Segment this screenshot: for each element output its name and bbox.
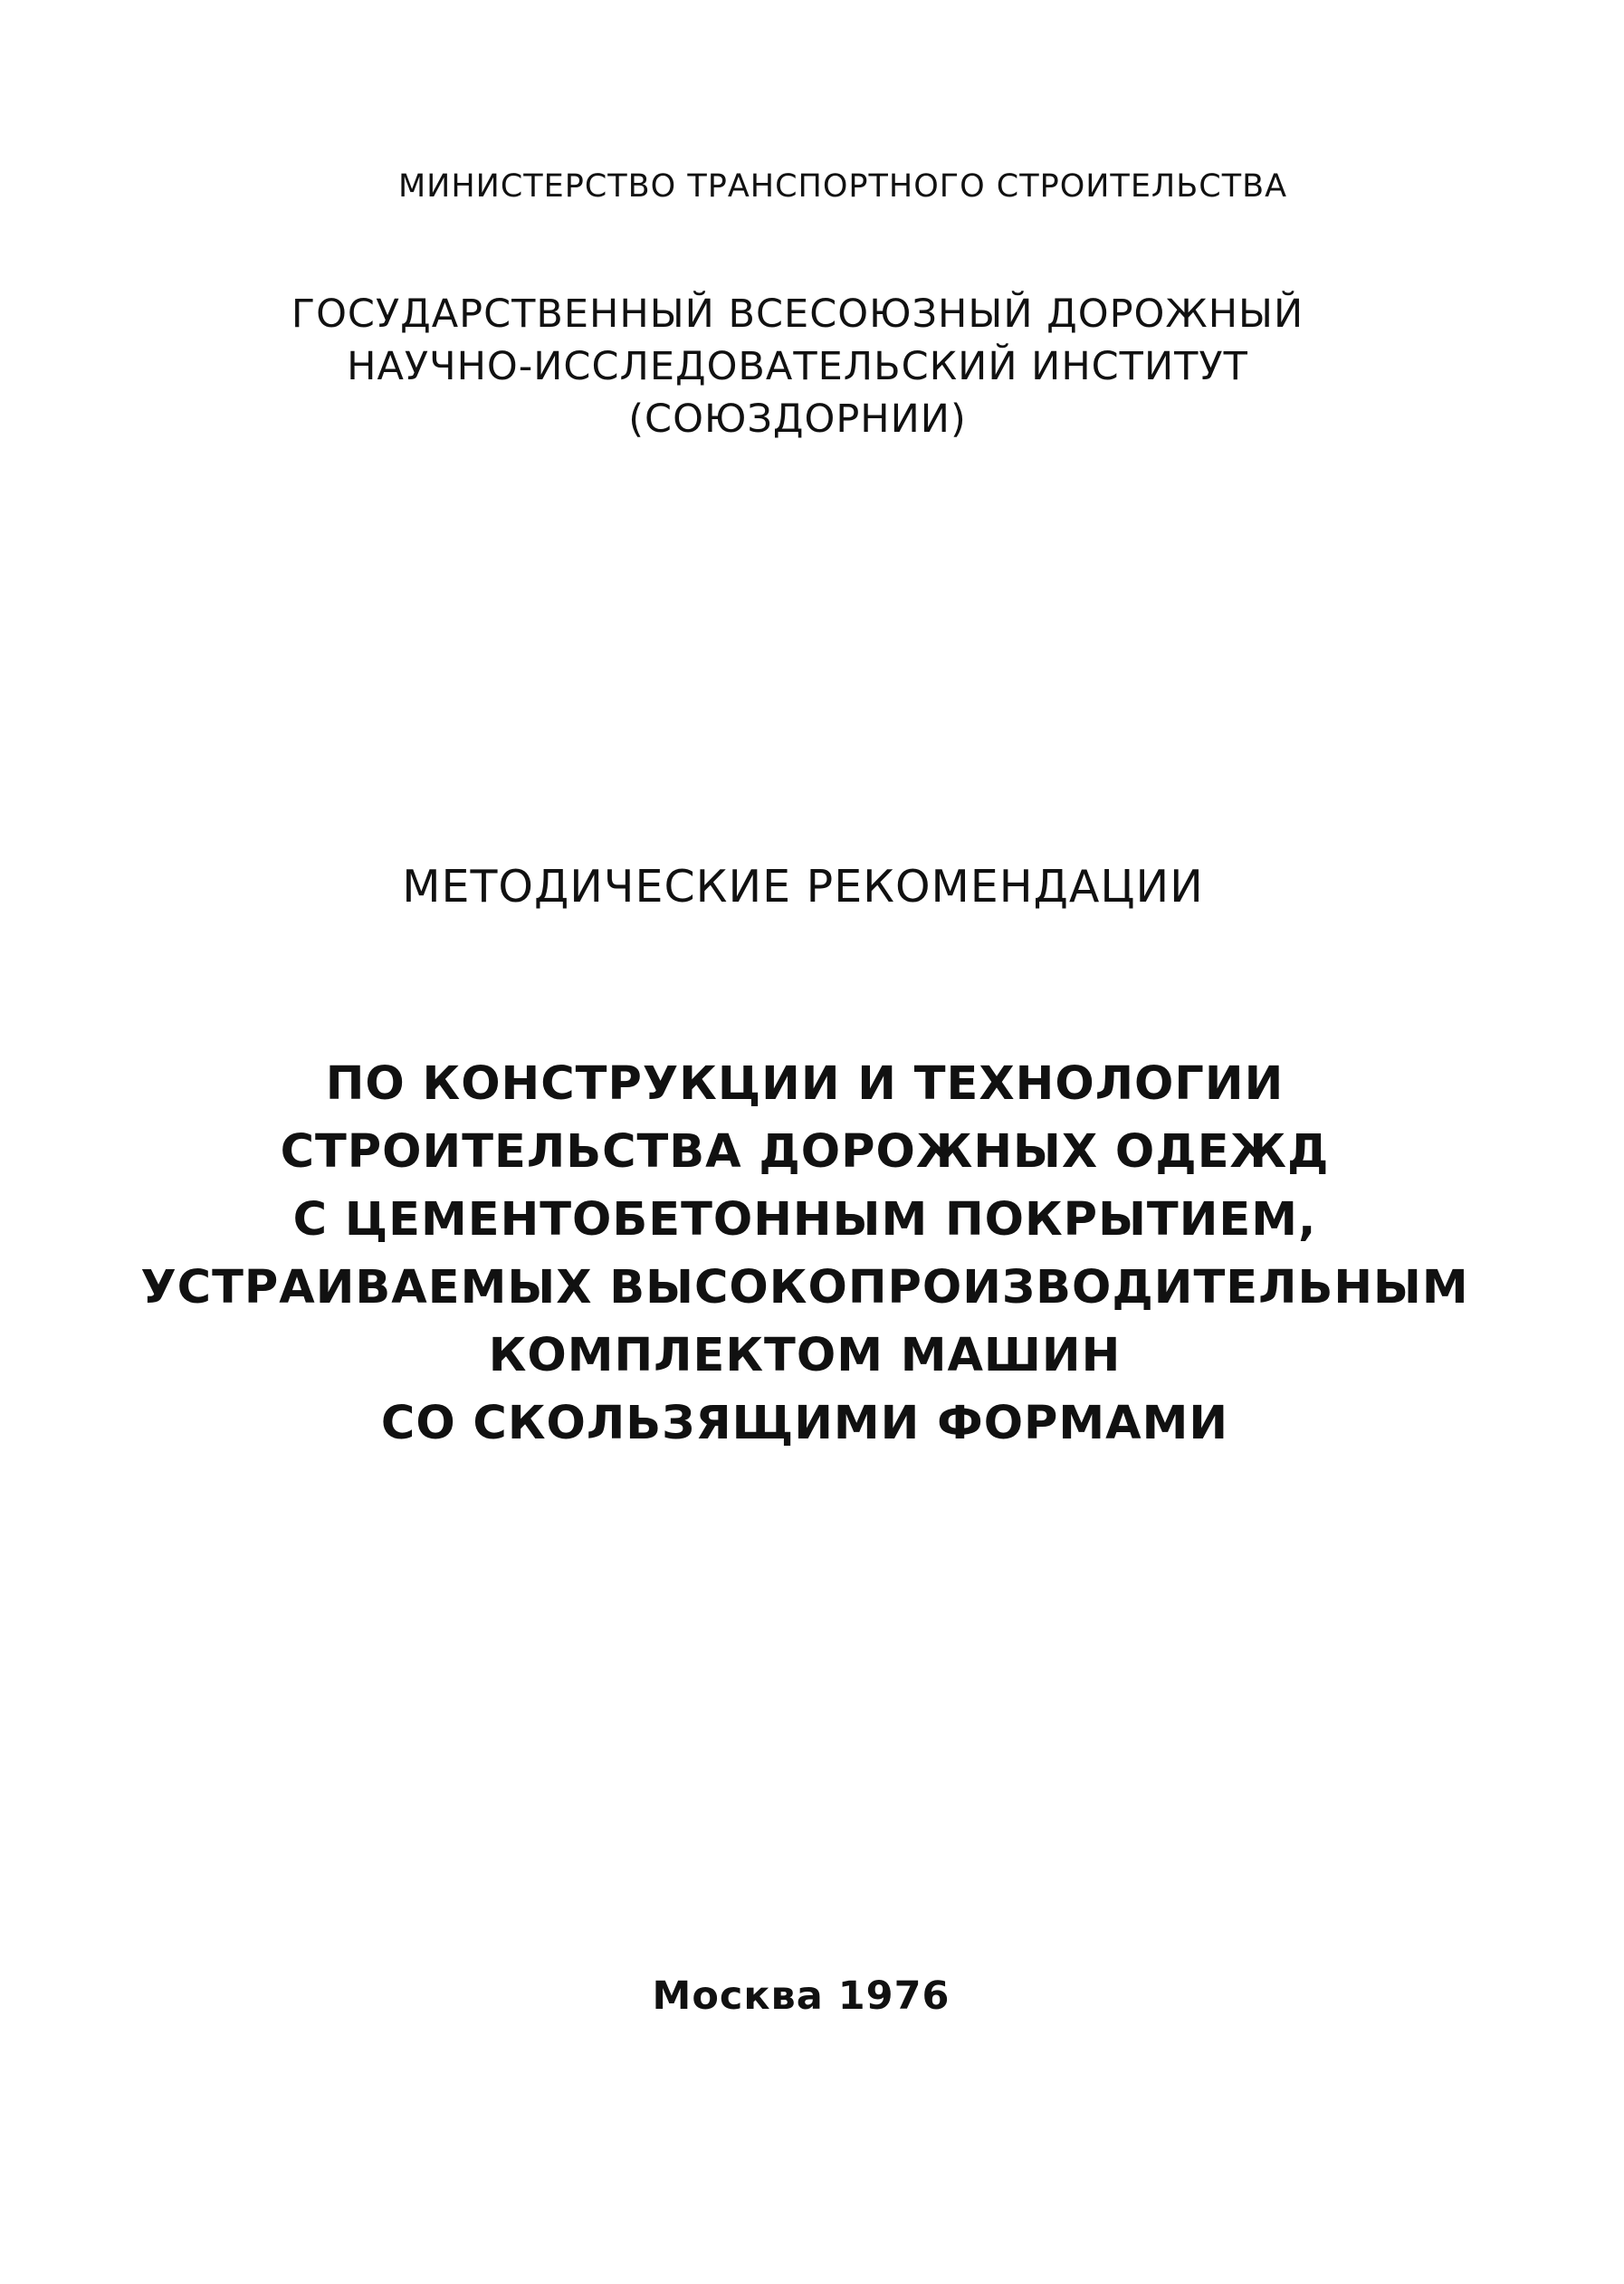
institute-line-1: ГОСУДАРСТВЕННЫЙ ВСЕСОЮЗНЫЙ ДОРОЖНЫЙ [291, 291, 1304, 337]
title-line-5: КОМПЛЕКТОМ МАШИН [488, 1329, 1122, 1382]
title-line-2: СТРОИТЕЛЬСТВА ДОРОЖНЫХ ОДЕЖД [280, 1125, 1330, 1179]
institute-name [0, 288, 1610, 445]
institute-line-2: НАУЧНО-ИССЛЕДОВАТЕЛЬСКИЙ ИНСТИТУТ [347, 344, 1248, 389]
publication-place-year [0, 1972, 1613, 2021]
document-type-line: МЕТОДИЧЕСКИЕ РЕКОМЕНДАЦИИ [402, 861, 1204, 913]
title-line-6: СО СКОЛЬЗЯЩИМИ ФОРМАМИ [380, 1397, 1229, 1450]
ministry-name [31, 167, 1624, 206]
place-year-line: Москва 1976 [652, 1973, 951, 2019]
document-type [0, 860, 1615, 914]
title-line-3: С ЦЕМЕНТОБЕТОННЫМ ПОКРЫТИЕМ, [292, 1193, 1317, 1247]
document-title [0, 1050, 1617, 1457]
title-line-1: ПО КОНСТРУКЦИИ И ТЕХНОЛОГИИ [325, 1057, 1285, 1111]
title-line-4: УСТРАИВАЕМЫХ ВЫСОКОПРОИЗВОДИТЕЛЬНЫМ [140, 1261, 1469, 1314]
ministry-line: МИНИСТЕРСТВО ТРАНСПОРТНОГО СТРОИТЕЛЬСТВА [397, 168, 1288, 205]
institute-line-3: (СОЮЗДОРНИИ) [628, 397, 967, 442]
